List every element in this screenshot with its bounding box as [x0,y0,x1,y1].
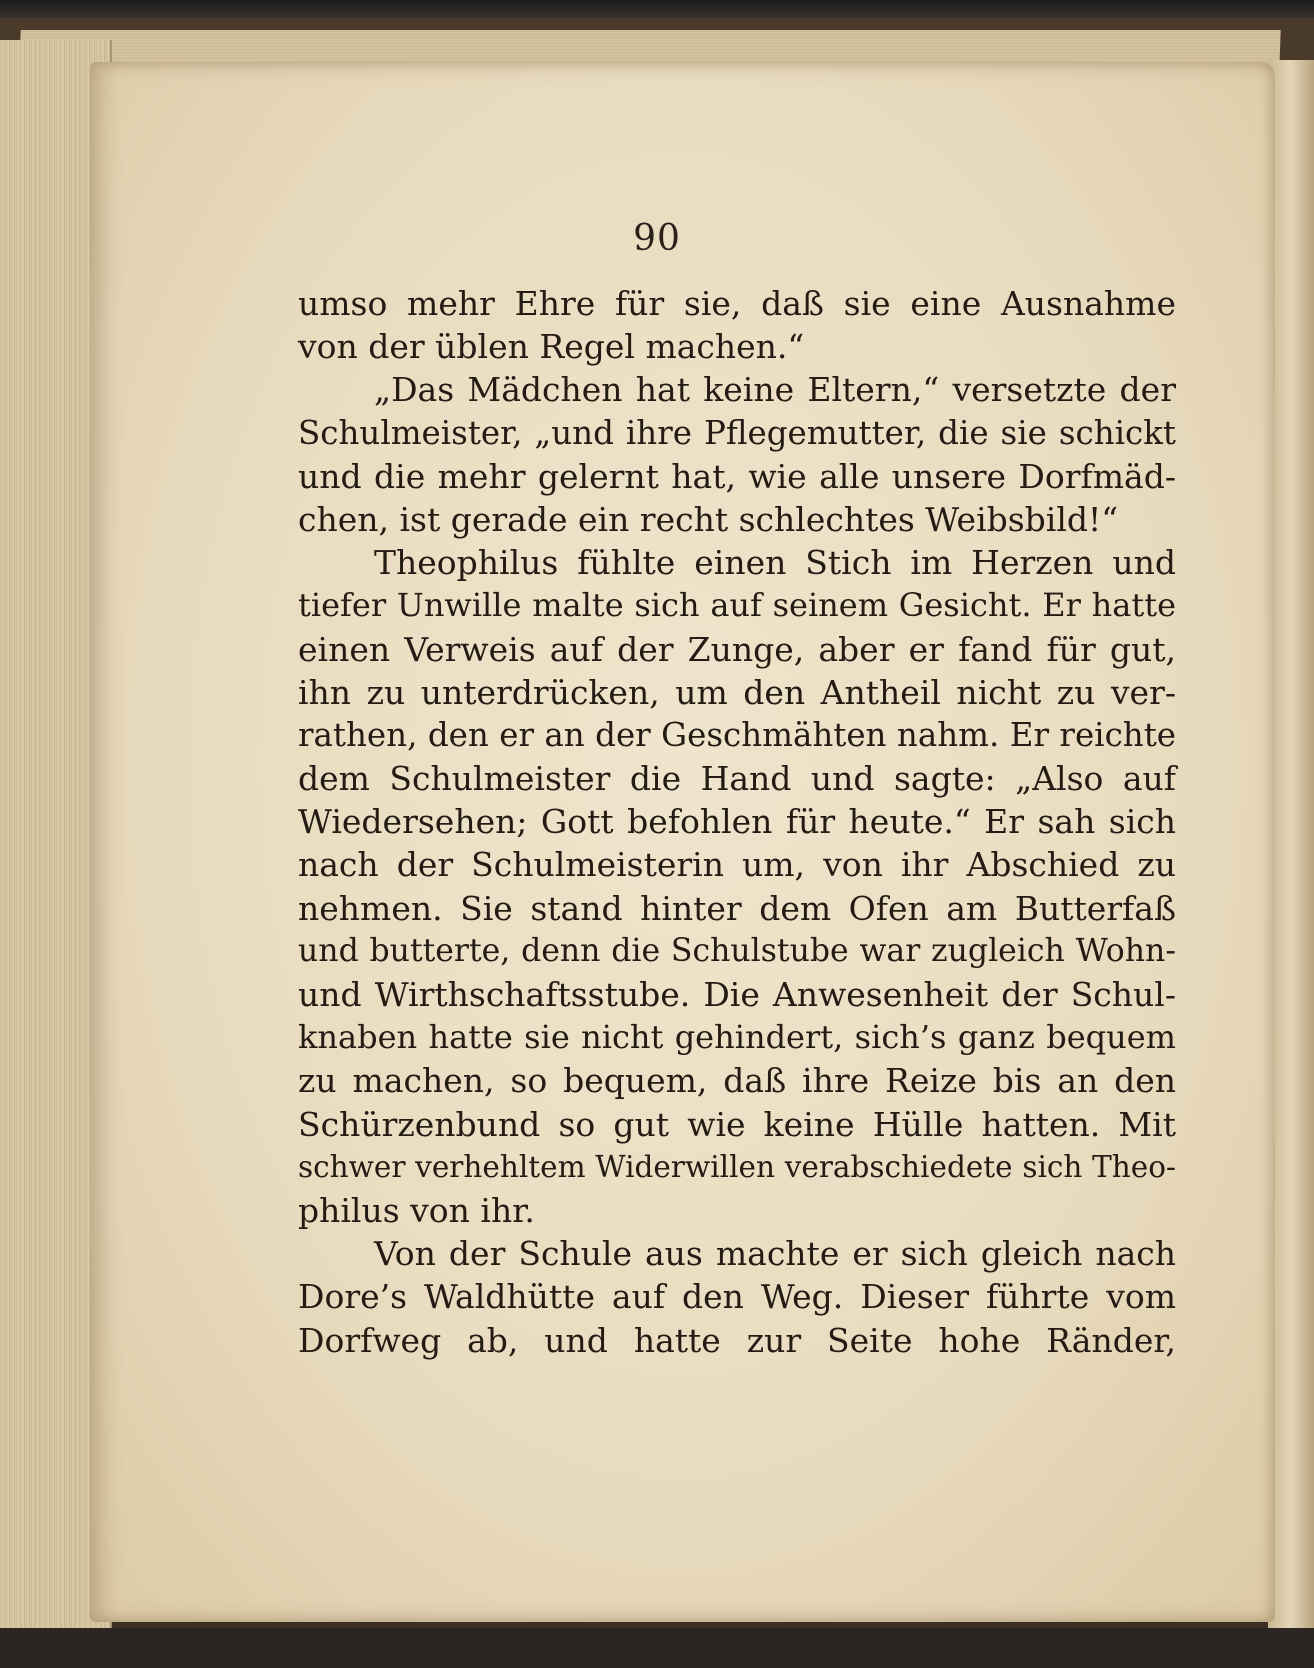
text-line: Dore’s Waldhütte auf den Weg. Dieser führte vom [298,1277,1176,1317]
text-line: Dorfweg ab, und hatte zur Seite hohe Ränder, [298,1320,1176,1360]
text-line: schwer verhehltem Widerwillen verabschiedete sich Theo- [298,1149,1176,1184]
text-line: und Wirthschaftsstube. Die Anwesenheit der Schul- [298,975,1176,1014]
text-line: Schulmeister, „und ihre Pflegemutter, die sie schickt [298,413,1176,452]
text-line: von der üblen Regel machen.“ [298,327,805,367]
text-line: chen, ist gerade ein recht schlechtes Weibsbild!“ [298,499,1119,539]
body-text [298,282,1176,1362]
text-line: Schürzenbund so gut wie keine Hülle hatten. Mit [298,1104,1176,1144]
text-line: umso mehr Ehre für sie, daß sie eine Ausnahme [298,284,1176,323]
text-line: zu machen, so bequem, daß ihre Reize bis an den [298,1061,1176,1101]
text-line: einen Verweis auf der Zunge, aber er fand für gut, [298,629,1176,669]
text-line: nehmen. Sie stand hinter dem Ofen am Butterfaß [298,888,1176,928]
text-line: Theophilus fühlte einen Stich im Herzen und [374,543,1176,583]
text-line: philus von ihr. [298,1190,535,1230]
text-line: rathen, den er an der Geschmähten nahm. Er reichte [298,715,1176,754]
page-number: 90 [633,218,681,259]
text-line: tiefer Unwille malte sich auf seinem Gesicht. Er hatte [298,586,1176,625]
text-line: Wiedersehen; Gott befohlen für heute.“ Er sah sich [298,802,1176,842]
text-line: und butterte, denn die Schulstube war zugleich Wohn- [298,932,1176,969]
text-line: „Das Mädchen hat keine Eltern,“ versetzte der [374,370,1176,410]
text-line: und die mehr gelernt hat, wie alle unsere Dorfmäd- [298,456,1176,496]
text-line: dem Schulmeister die Hand und sagte: „Also auf [298,759,1176,799]
text-line: knaben hatte sie nicht gehindert, sich’s ganz bequem [298,1018,1176,1057]
text-line: ihn zu unterdrücken, um den Antheil nicht zu ver- [298,672,1176,712]
text-line: Von der Schule aus machte er sich gleich nach [374,1234,1176,1274]
bottom-background [0,1628,1314,1668]
text-line: nach der Schulmeisterin um, von ihr Abschied zu [298,845,1176,885]
